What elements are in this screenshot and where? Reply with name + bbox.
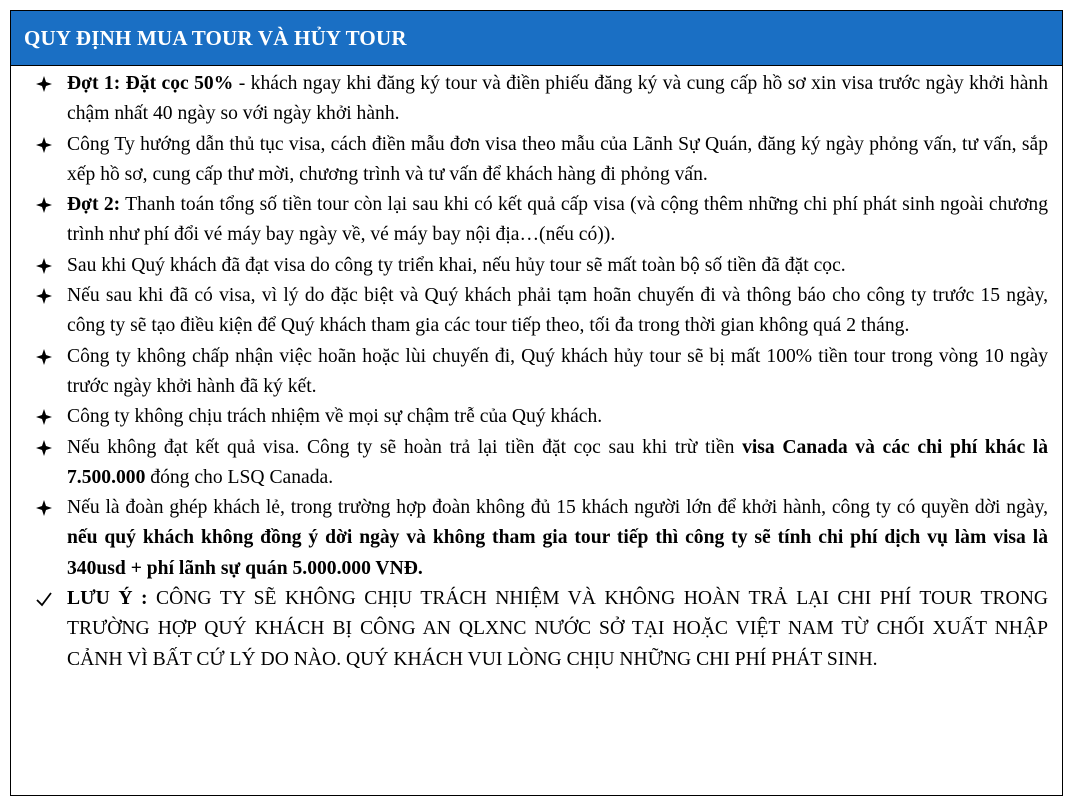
rule-no-postpone (35, 342, 1048, 403)
rule-bold-tail: visa Canada và các chi phí khác là 7.500.000 (67, 436, 1048, 488)
rule-text: Thanh toán tổng số tiền tour còn lại sau khi có kết quả cấp visa (và cộng thêm những chi phí phát sinh ngoài chương trình như phí đổi vé máy bay ngày về, vé máy bay nội địa…(nếu có)). (67, 194, 1048, 246)
rule-text: Công Ty hướng dẫn thủ tục visa, cách điền mẫu đơn visa theo mẫu của Lãnh Sự Quán, đăng ký ngày phỏng vấn, tư vấn, sắp xếp hồ sơ, cung cấp thư mời, chương trình và tư vấn để khách hàng đi phỏng vấn. (67, 133, 1048, 185)
diamond-bullet-icon (35, 69, 57, 99)
rule-text: Nếu không đạt kết quả visa. Công ty sẽ hoàn trả lại tiền đặt cọc sau khi trừ tiền (67, 436, 743, 458)
rule-cancel-after-visa (35, 251, 1048, 281)
rule-payment-phase-2 (35, 190, 1048, 251)
rules-list (11, 66, 1062, 675)
rule-text: - khách ngay khi đăng ký tour và điền phiếu đăng ký và cung cấp hồ sơ xin visa trước ngày khởi hành chậm nhất 40 ngày so với ngày khởi hành. (67, 73, 1048, 125)
diamond-bullet-icon (35, 251, 57, 281)
rule-postpone-trip (35, 281, 1048, 342)
rule-deposit-phase-1 (35, 69, 1048, 130)
diamond-bullet-icon (35, 281, 57, 311)
rule-visa-guidance (35, 130, 1048, 191)
note-text: CÔNG TY SẼ KHÔNG CHỊU TRÁCH NHIỆM VÀ KHÔNG HOÀN TRẢ LẠI CHI PHÍ TOUR TRONG TRƯỜNG HỢP QUÝ KHÁCH BỊ CÔNG AN QLXNC NƯỚC SỞ TẠI HOẶC VIỆT NAM TỪ CHỐI XUẤT NHẬP CẢNH VÌ BẤT CỨ LÝ DO NÀO. QUÝ KHÁCH VUI LÒNG CHỊU NHỮNG CHI PHÍ PHÁT SINH. (67, 588, 1048, 670)
rule-group-reschedule (35, 493, 1048, 584)
page-title: QUY ĐỊNH MUA TOUR VÀ HỦY TOUR (24, 25, 407, 50)
note-label: LƯU Ý : (67, 588, 148, 610)
diamond-bullet-icon (35, 130, 57, 160)
rule-no-liability-delay (35, 402, 1048, 432)
rule-bold-tail: nếu quý khách không đồng ý dời ngày và không tham gia tour tiếp thì công ty sẽ tính chi phí dịch vụ làm visa là 340usd + phí lãnh sự quán 5.000.000 VNĐ. (67, 527, 1048, 579)
diamond-bullet-icon (35, 493, 57, 523)
rule-text: Nếu sau khi đã có visa, vì lý do đặc biệt và Quý khách phải tạm hoãn chuyến đi và thông báo cho công ty trước 15 ngày, công ty sẽ tạo điều kiện để Quý khách tham gia các tour tiếp theo, tối đa trong thời gian không quá 2 tháng. (67, 285, 1048, 337)
tour-policy-box (10, 10, 1063, 796)
rule-text: Sau khi Quý khách đã đạt visa do công ty triển khai, nếu hủy tour sẽ mất toàn bộ số tiền đã đặt cọc. (67, 254, 846, 276)
rule-text: Nếu là đoàn ghép khách lẻ, trong trường hợp đoàn không đủ 15 khách người lớn để khởi hành, công ty có quyền dời ngày, (67, 497, 1048, 519)
rule-bold-lead: Đợt 2: (67, 194, 121, 216)
diamond-bullet-icon (35, 402, 57, 432)
rule-text-after: đóng cho LSQ Canada. (145, 466, 334, 488)
rule-text: Công ty không chấp nhận việc hoãn hoặc lùi chuyến đi, Quý khách hủy tour sẽ bị mất 100% tiền tour trong vòng 10 ngày trước ngày khởi hành đã ký kết. (67, 345, 1048, 397)
rule-visa-refused (35, 433, 1048, 494)
rule-text: Công ty không chịu trách nhiệm về mọi sự chậm trễ của Quý khách. (67, 406, 603, 428)
rule-bold-lead: Đợt 1: Đặt cọc 50% (67, 73, 234, 94)
diamond-bullet-icon (35, 433, 57, 463)
header-bar (11, 11, 1062, 66)
diamond-bullet-icon (35, 342, 57, 372)
checkmark-icon (35, 584, 57, 614)
rule-important-note (35, 584, 1048, 675)
diamond-bullet-icon (35, 190, 57, 220)
